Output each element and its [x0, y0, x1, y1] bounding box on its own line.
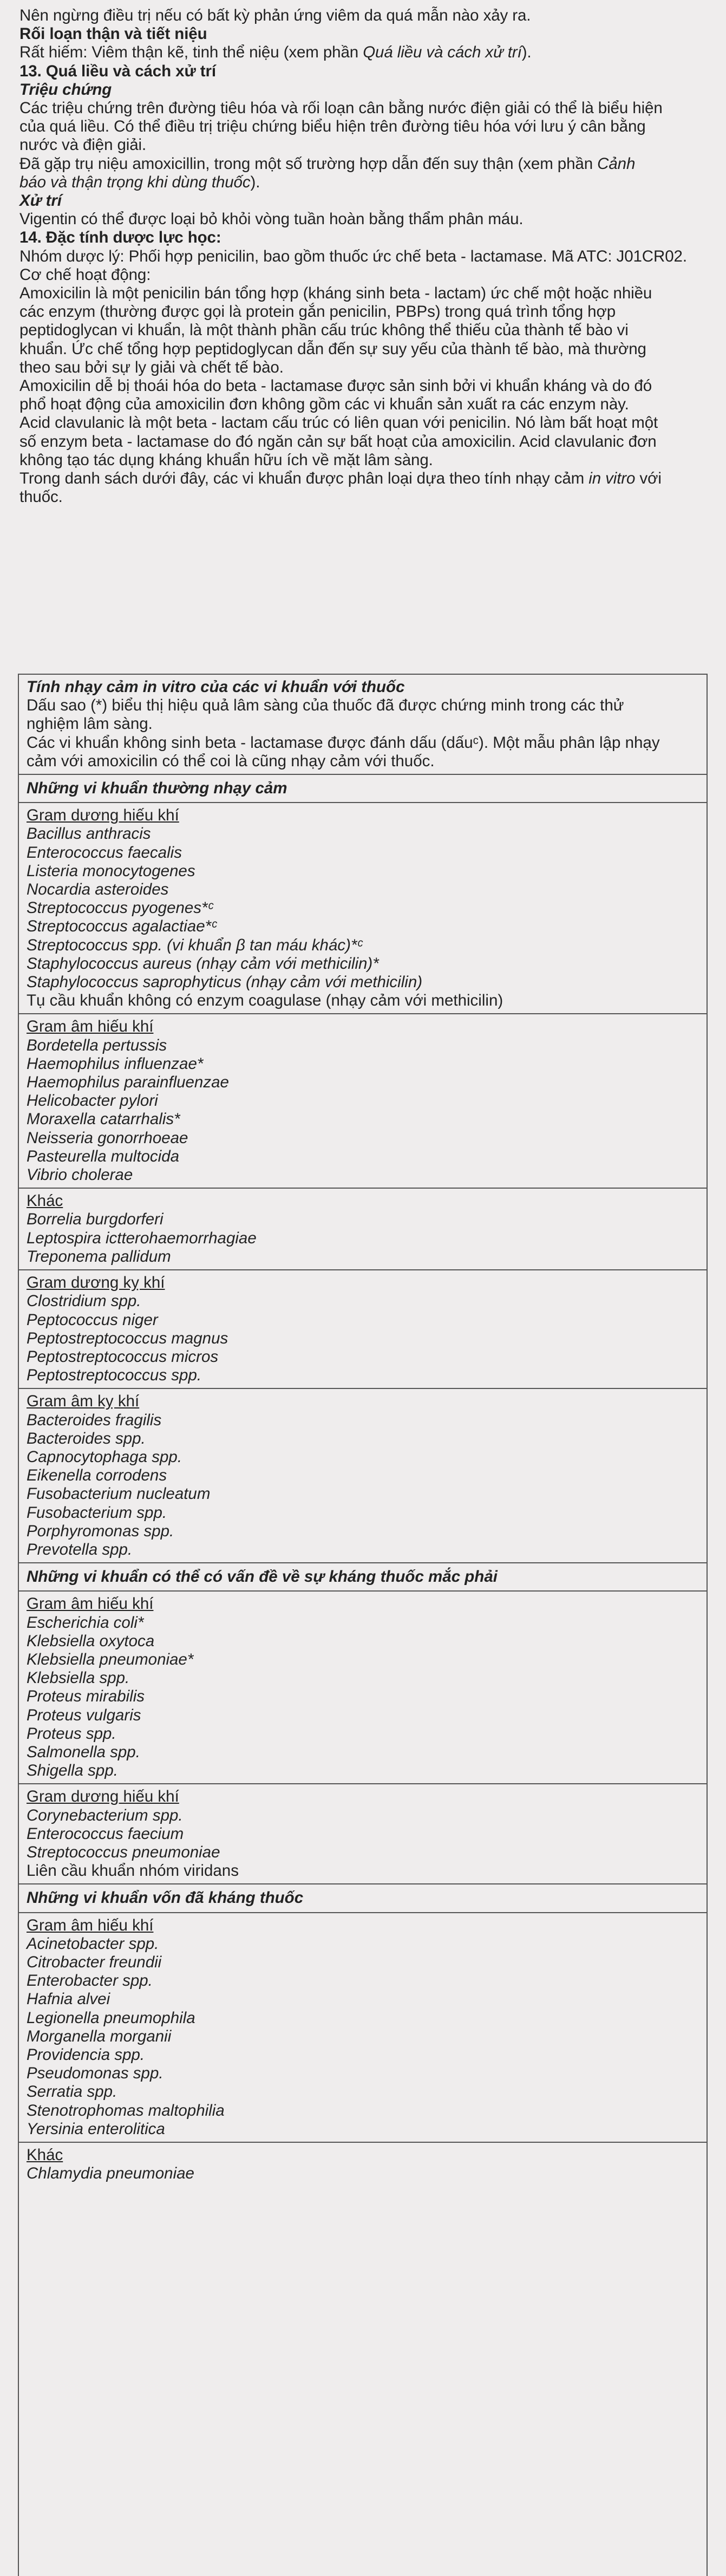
line-text: phổ hoạt động của amoxicilin đơn không gồm các vi khuẩn sản xuất ra các enzym này.: [19, 395, 629, 414]
group-title: Gram âm kỵ khí: [27, 1392, 140, 1411]
line-text: theo sau bởi sự ly giải và chết tế bào.: [19, 358, 284, 376]
line-text: khuẩn. Ức chế tổng hợp peptidoglycan dẫn đến sự suy yếu của thành tế bào, mà thường: [19, 340, 646, 358]
text-line: [19, 62, 707, 81]
organism-name: Liên cầu khuẩn nhóm viridans: [27, 1862, 239, 1880]
line-text: Triệu chứng: [19, 80, 112, 99]
text-line: [19, 192, 707, 210]
text-line: [19, 118, 707, 136]
group-title: Khác: [27, 2146, 63, 2164]
organism-name: Chlamydia pneumoniae: [27, 2164, 194, 2183]
group-title: Gram âm hiếu khí: [27, 1916, 154, 1934]
text-line: [19, 284, 707, 303]
line-italic: báo và thận trọng khi dùng thuốc: [19, 173, 251, 191]
group-title: Gram âm hiếu khí: [27, 1018, 154, 1036]
text-line: [19, 395, 707, 414]
line-text: Xử trí: [19, 192, 62, 210]
line-text: Rất hiếm: Viêm thận kẽ, tinh thể niệu (xem phần: [19, 43, 363, 62]
line-text: 14. Đặc tính dược lực học:: [19, 229, 221, 247]
organism-name: Stenotrophomas maltophilia: [27, 2101, 225, 2120]
organism-name: Clostridium spp.: [27, 1292, 141, 1310]
text-line: [19, 136, 707, 154]
organism-name: Klebsiella pneumoniae*: [27, 1650, 194, 1668]
category-title: Những vi khuẩn có thể có vấn đề về sự kháng thuốc mắc phải: [27, 1568, 498, 1586]
line-text: Vigentin có thể được loại bỏ khỏi vòng tuần hoàn bằng thẩm phân máu.: [19, 210, 524, 229]
organism-name: Haemophilus parainfluenzae: [27, 1073, 229, 1092]
text-line: [19, 358, 707, 377]
organism-name: Neisseria gonorrhoeae: [27, 1129, 188, 1147]
organism-name: Bacillus anthracis: [27, 825, 151, 843]
line-text: Nhóm dược lý: Phối hợp penicilin, bao gồm thuốc ức chế beta - lactamase. Mã ATC: J01CR02.: [19, 247, 687, 265]
table-note-line: Các vi khuẩn không sinh beta - lactamase được đánh dấu (dấuᶜ). Một mẫu phân lập nhạy: [27, 733, 660, 752]
organism-name: Proteus vulgaris: [27, 1706, 141, 1724]
text-line: [19, 303, 707, 321]
organism-group: [19, 1270, 707, 1389]
organism-name: Borrelia burgdorferi: [27, 1210, 163, 1229]
organism-name: Acinetobacter spp.: [27, 1934, 159, 1953]
organism-group: [19, 2143, 707, 2186]
organism-name: Escherichia coli*: [27, 1613, 144, 1632]
organism-name: Yersinia enterolitica: [27, 2120, 165, 2138]
category-header: [19, 1563, 707, 1592]
text-line: [19, 414, 707, 432]
line-text: Amoxicilin là một penicilin bán tổng hợp (kháng sinh beta - lactam) ức chế một hoặc nhiều: [19, 284, 652, 303]
text-line: [19, 340, 707, 358]
organism-name: Listeria monocytogenes: [27, 862, 195, 880]
organism-name: Streptococcus pneumoniae: [27, 1843, 220, 1861]
line-text: 13. Quá liều và cách xử trí: [19, 62, 216, 80]
text-line: [19, 229, 707, 247]
text-line: [19, 247, 707, 266]
organism-name: Leptospira ictterohaemorrhagiae: [27, 1229, 257, 1247]
line-text: của quá liều. Có thể điều trị triệu chứng biểu hiện trên đường tiêu hóa với lưu ý cân bằng: [19, 118, 646, 136]
text-line: [19, 6, 707, 25]
organism-name: Proteus mirabilis: [27, 1687, 145, 1706]
organism-name: Helicobacter pylori: [27, 1092, 158, 1110]
organism-group: [19, 1014, 707, 1189]
line-text: Cơ chế hoạt động:: [19, 265, 151, 284]
table-note-line: Dấu sao (*) biểu thị hiệu quả lâm sàng của thuốc đã được chứng minh trong các thử: [27, 696, 624, 715]
line-after: ).: [521, 43, 532, 62]
line-after: ).: [250, 173, 260, 191]
organism-name: Enterococcus faecalis: [27, 843, 182, 862]
organism-name: Klebsiella oxytoca: [27, 1632, 155, 1650]
organism-name: Peptostreptococcus magnus: [27, 1329, 228, 1347]
organism-name: Tụ cầu khuẩn không có enzym coagulase (nhạy cảm với methicilin): [27, 992, 503, 1010]
text-line: [19, 173, 707, 192]
organism-name: Staphylococcus aureus (nhạy cảm với methicilin)*: [27, 954, 379, 973]
text-line: [19, 433, 707, 451]
organism-name: Peptostreptococcus micros: [27, 1347, 219, 1366]
text-line: [19, 488, 707, 506]
organism-name: Bordetella pertussis: [27, 1036, 167, 1054]
organism-name: Bacteroides spp.: [27, 1429, 146, 1447]
text-line: [19, 81, 707, 99]
text-line: [19, 321, 707, 340]
table-note-line: cảm với amoxicilin có thể coi là cũng nhạy cảm với thuốc.: [27, 752, 435, 770]
organism-name: Corynebacterium spp.: [27, 1806, 183, 1824]
text-line: [19, 469, 707, 488]
text-line: [19, 99, 707, 118]
category-header: [19, 775, 707, 803]
organism-name: Shigella spp.: [27, 1762, 118, 1780]
table-note-title: Tính nhạy cảm in vitro của các vi khuẩn với thuốc: [27, 678, 405, 696]
organism-name: Moraxella catarrhalis*: [27, 1110, 180, 1129]
line-text: nước và điện giải.: [19, 136, 147, 154]
organism-group: [19, 803, 707, 1014]
organism-group: [19, 1592, 707, 1784]
organism-name: Streptococcus pyogenes*ᶜ: [27, 899, 214, 917]
organism-name: Prevotella spp.: [27, 1540, 133, 1558]
line-text: peptidoglycan vi khuẩn, là một thành phần cấu trúc không thể thiếu của thành tế bào vi: [19, 321, 629, 340]
organism-name: Fusobacterium spp.: [27, 1503, 167, 1522]
line-text: Nên ngừng điều trị nếu có bất kỳ phản ứng viêm da quá mẫn nào xảy ra.: [19, 6, 531, 24]
organism-name: Fusobacterium nucleatum: [27, 1485, 211, 1503]
group-title: Gram âm hiếu khí: [27, 1595, 154, 1613]
organism-name: Treponema pallidum: [27, 1247, 171, 1266]
organism-group: [19, 1389, 707, 1563]
organism-name: Hafnia alvei: [27, 1990, 110, 2008]
organism-name: Capnocytophaga spp.: [27, 1447, 182, 1466]
group-title: Khác: [27, 1192, 63, 1210]
line-text: Amoxicilin dễ bị thoái hóa do beta - lactamase được sản sinh bởi vi khuẩn kháng và do đó: [19, 377, 652, 395]
organism-name: Vibrio cholerae: [27, 1166, 133, 1184]
organism-name: Pasteurella multocida: [27, 1147, 180, 1165]
organism-group: [19, 1784, 707, 1884]
category-title: Những vi khuẩn vốn đã kháng thuốc: [27, 1889, 304, 1907]
organism-name: Pseudomonas spp.: [27, 2064, 163, 2083]
text-line: [19, 451, 707, 469]
organism-name: Salmonella spp.: [27, 1743, 140, 1761]
susceptibility-table: [18, 674, 708, 2576]
line-text: Đã gặp trụ niệu amoxicillin, trong một số trường hợp dẫn đến suy thận (xem phần: [19, 154, 598, 173]
text-line: [19, 43, 707, 62]
text-line: [19, 266, 707, 284]
organism-group: [19, 1189, 707, 1270]
organism-name: Enterococcus faecium: [27, 1824, 184, 1843]
organism-name: Nocardia asteroides: [27, 881, 169, 899]
organism-name: Serratia spp.: [27, 2083, 117, 2101]
group-title: Gram dương kỵ khí: [27, 1274, 165, 1292]
organism-name: Eikenella corrodens: [27, 1466, 167, 1485]
organism-name: Staphylococcus saprophyticus (nhạy cảm với methicilin): [27, 973, 423, 992]
line-text: thuốc.: [19, 488, 63, 506]
organism-name: Peptostreptococcus spp.: [27, 1366, 202, 1385]
line-text: không tạo tác dụng kháng khuẩn hữu ích về mặt lâm sàng.: [19, 451, 433, 469]
text-line: [19, 155, 707, 173]
line-after: với: [635, 469, 662, 488]
category-title: Những vi khuẩn thường nhạy cảm: [27, 779, 287, 798]
organism-name: Morganella morganii: [27, 2027, 172, 2045]
category-header: [19, 1884, 707, 1913]
organism-name: Enterobacter spp.: [27, 1972, 153, 1990]
organism-name: Peptococcus niger: [27, 1310, 158, 1329]
organism-name: Streptococcus spp. (vi khuẩn β tan máu khác)*ᶜ: [27, 936, 363, 954]
line-text: các enzym (thường được gọi là protein gắn penicilin, PBPs) trong quá trình tổng hợp: [19, 303, 616, 321]
organism-name: Streptococcus agalactiae*ᶜ: [27, 917, 217, 936]
text-line: [19, 210, 707, 229]
line-italic: Quá liều và cách xử trí: [363, 43, 522, 62]
organism-name: Klebsiella spp.: [27, 1669, 130, 1687]
organism-name: Porphyromonas spp.: [27, 1522, 174, 1540]
line-text: Rối loạn thận và tiết niệu: [19, 25, 207, 43]
text-line: [19, 377, 707, 395]
organism-name: Bacteroides fragilis: [27, 1411, 162, 1429]
group-title: Gram dương hiếu khí: [27, 1788, 179, 1806]
text-line: [19, 25, 707, 43]
organism-name: Proteus spp.: [27, 1724, 116, 1743]
table-note: [19, 675, 707, 775]
group-title: Gram dương hiếu khí: [27, 806, 179, 825]
line-italic: Cảnh: [597, 154, 636, 173]
line-text: Acid clavulanic là một beta - lactam cấu trúc có liên quan với penicilin. Nó làm bất hoạt một: [19, 414, 658, 432]
organism-name: Providencia spp.: [27, 2046, 145, 2064]
line-text: số enzym beta - lactamase do đó ngăn cản sự bất hoạt của amoxicilin. Acid clavulanic đơn: [19, 432, 657, 451]
line-text: Trong danh sách dưới đây, các vi khuẩn được phân loại dựa theo tính nhạy cảm: [19, 469, 589, 488]
intro-text: [19, 6, 707, 506]
organism-name: Citrobacter freundii: [27, 1953, 162, 1971]
organism-name: Haemophilus influenzae*: [27, 1054, 204, 1073]
organism-group: [19, 1913, 707, 2143]
table-note-line: nghiệm lâm sàng.: [27, 715, 153, 733]
organism-name: Legionella pneumophila: [27, 2008, 195, 2027]
line-italic: in vitro: [588, 469, 636, 488]
line-text: Các triệu chứng trên đường tiêu hóa và rối loạn cân bằng nước điện giải có thể là biểu hiện: [19, 99, 663, 118]
